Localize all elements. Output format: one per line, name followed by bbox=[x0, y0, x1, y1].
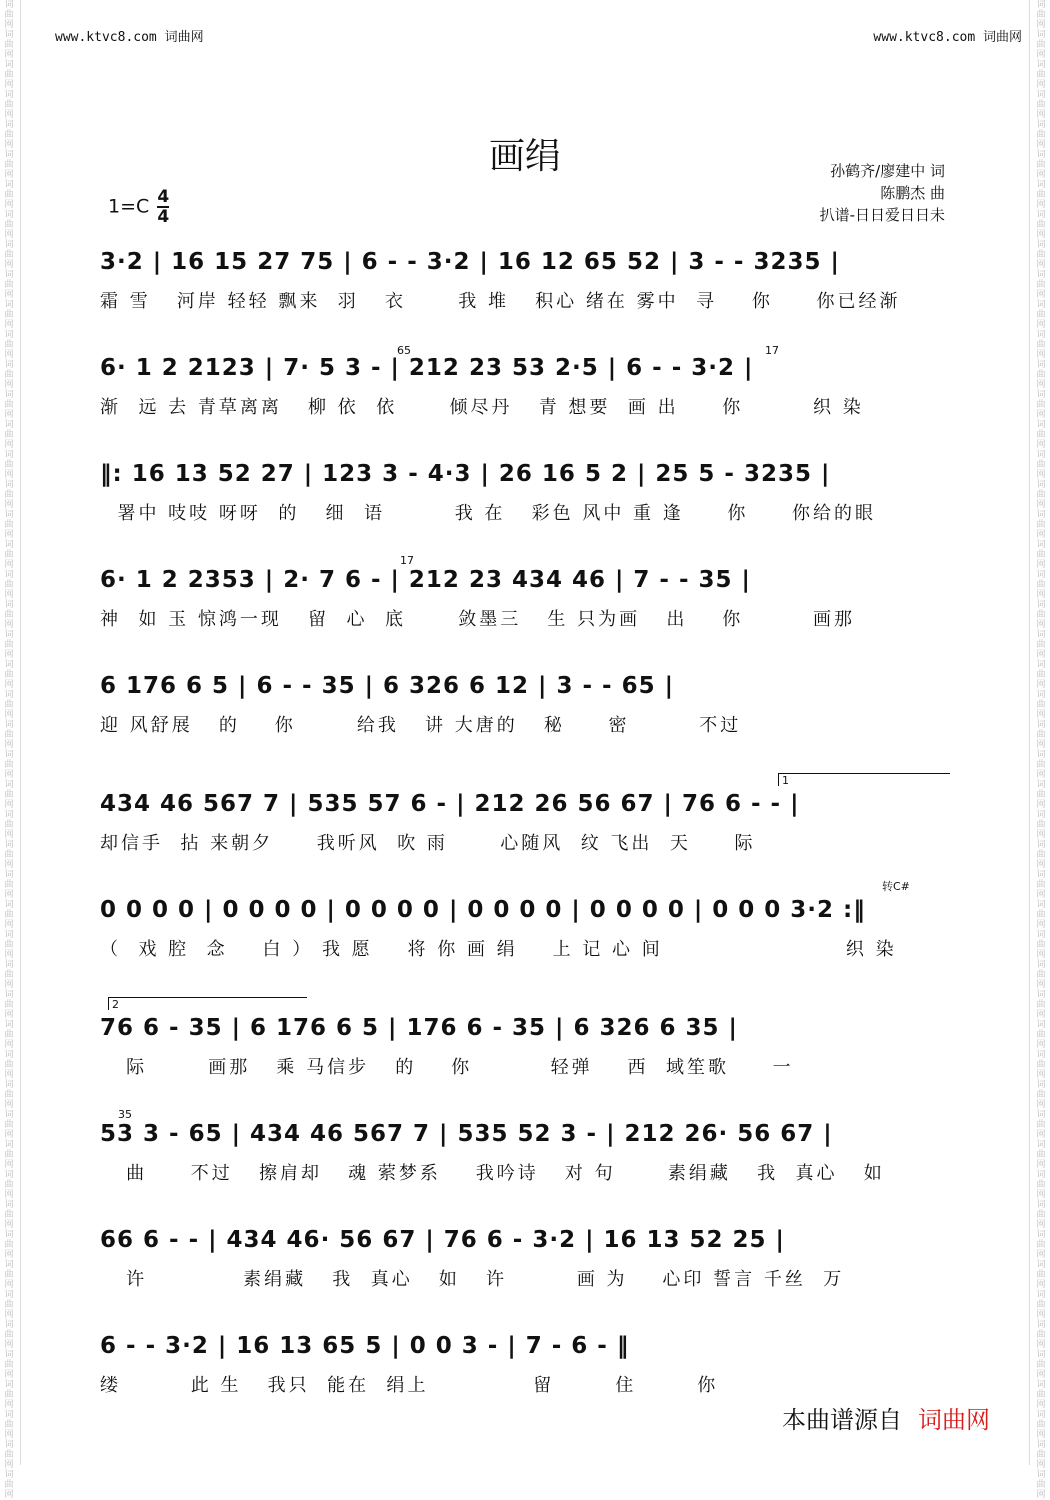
lyrics-line: 神 如 玉 惊鸿一现 留 心 底 敛墨三 生 只为画 出 你 画那 bbox=[100, 609, 855, 630]
time-denominator: 4 bbox=[157, 207, 170, 227]
volta-1-label: 1 bbox=[782, 774, 789, 787]
notes-line: 0 0 0 0 | 0 0 0 0 | 0 0 0 0 | 0 0 0 0 | 0 0 0 0 | 0 0 0 3·2 :‖ bbox=[100, 897, 866, 923]
notes-line: 76 6 - 35 | 6 176 6 5 | 176 6 - 35 | 6 326 6 35 | bbox=[100, 1015, 738, 1041]
lyrics-line: 缕 此 生 我只 能在 绢上 留 住 你 bbox=[100, 1375, 719, 1396]
song-title: 画绢 bbox=[488, 136, 561, 177]
footer-site[interactable]: 词曲网 bbox=[918, 1406, 990, 1434]
grace-note-1: 65 bbox=[397, 344, 411, 357]
notes-line: 6 - - 3·2 | 16 13 65 5 | 0 0 3 - | 7 - 6 - ‖ bbox=[100, 1333, 630, 1359]
lyrics-line: 署中 吱吱 呀呀 的 细 语 我 在 彩色 风中 重 逢 你 你给的眼 bbox=[100, 503, 876, 524]
notes-line: 53 3 - 65 | 434 46 567 7 | 535 52 3 - | 212 26· 56 67 | bbox=[100, 1121, 833, 1147]
lyrics-line: 霜 雪 河岸 轻轻 飘来 羽 衣 我 堆 积心 绪在 雾中 寻 你 你已经渐 bbox=[100, 291, 901, 312]
notes-line: 6· 1 2 2353 | 2· 7 6 - | 212 23 434 46 | 7 - - 35 | bbox=[100, 567, 751, 593]
notes-line: 66 6 - - | 434 46· 56 67 | 76 6 - 3·2 | 16 13 52 25 | bbox=[100, 1227, 785, 1253]
lyrics-line: 际 画那 乘 马信步 的 你 轻弹 西 域笙歌 一 bbox=[100, 1057, 794, 1078]
watermark-left: 词曲网词曲网词曲网词曲网词曲网词曲网词曲网词曲网词曲网词曲网词曲网词曲网词曲网词曲网词曲网词曲网词曲网词曲网词曲网词曲网词曲网词曲网词曲网词曲网词曲网词曲网词曲网词曲网词曲网词曲网词曲网词曲网词曲网词曲网词曲网词曲网词曲网词曲网词曲网词曲网词曲网词曲网词曲网词曲网词曲网词曲网词曲网词曲网词曲网词曲网 bbox=[4, 0, 14, 1500]
composer-credit: 陈鹏杰 曲 bbox=[880, 184, 945, 202]
lyrics-line: 渐 远 去 青草离离 柳 依 依 倾尽丹 青 想要 画 出 你 织 染 bbox=[100, 397, 864, 418]
margin-line-left bbox=[20, 0, 21, 1465]
volta-1 bbox=[778, 773, 950, 786]
lyrics-line: 迎 风舒展 的 你 给我 讲 大唐的 秘 密 不过 bbox=[100, 715, 742, 736]
lyrics-line: 许 素绢藏 我 真心 如 许 画 为 心印 誓言 千丝 万 bbox=[100, 1269, 845, 1290]
header-left-url[interactable]: www.ktvc8.com 词曲网 bbox=[55, 30, 204, 45]
time-numerator: 4 bbox=[157, 187, 170, 207]
lyrics-line: （ 戏 腔 念 白 ） 我 愿 将 你 画 绢 上 记 心 间 织 染 bbox=[100, 939, 897, 960]
grace-note-2: 17 bbox=[765, 344, 779, 357]
footer bbox=[782, 1400, 990, 1435]
lyrics-line: 却信手 拈 来朝夕 我听风 吹 雨 心随风 纹 飞出 天 际 bbox=[100, 833, 756, 854]
lyrics-line: 曲 不过 擦肩却 魂 萦梦系 我吟诗 对 句 素绢藏 我 真心 如 bbox=[100, 1163, 885, 1184]
modulation-mark: 转C# bbox=[882, 880, 910, 893]
notes-line: 3·2 | 16 15 27 75 | 6 - - 3·2 | 16 12 65 52 | 3 - - 3235 | bbox=[100, 249, 840, 275]
key-signature bbox=[108, 188, 169, 226]
watermark-right: 词曲网词曲网词曲网词曲网词曲网词曲网词曲网词曲网词曲网词曲网词曲网词曲网词曲网词曲网词曲网词曲网词曲网词曲网词曲网词曲网词曲网词曲网词曲网词曲网词曲网词曲网词曲网词曲网词曲网词曲网词曲网词曲网词曲网词曲网词曲网词曲网词曲网词曲网词曲网词曲网词曲网词曲网词曲网词曲网词曲网词曲网词曲网词曲网词曲网词曲网 bbox=[1036, 0, 1046, 1500]
notes-line: 434 46 567 7 | 535 57 6 - | 212 26 56 67 | 76 6 - - | bbox=[100, 791, 800, 817]
time-signature bbox=[157, 188, 169, 226]
volta-2 bbox=[108, 997, 307, 1010]
footer-source: 本曲谱源自 bbox=[782, 1406, 902, 1434]
credits bbox=[820, 160, 945, 226]
grace-note-3: 17 bbox=[400, 554, 414, 567]
header-right-url[interactable]: www.ktvc8.com 词曲网 bbox=[873, 30, 1022, 45]
lyricist-credit: 孙鹤齐/廖建中 词 bbox=[830, 162, 945, 180]
key-label: 1=C bbox=[108, 195, 150, 218]
grace-note-4: 35 bbox=[118, 1108, 132, 1121]
margin-line-right bbox=[1029, 0, 1030, 1465]
volta-2-label: 2 bbox=[112, 998, 119, 1011]
notes-line: 6· 1 2 2123 | 7· 5 3 - | 212 23 53 2·5 | 6 - - 3·2 | bbox=[100, 355, 754, 381]
transcriber-credit: 扒谱-日日爱日日未 bbox=[819, 206, 945, 224]
notes-line: 6 176 6 5 | 6 - - 35 | 6 326 6 12 | 3 - - 65 | bbox=[100, 673, 674, 699]
notes-line: ‖: 16 13 52 27 | 123 3 - 4·3 | 26 16 5 2 | 25 5 - 3235 | bbox=[100, 461, 831, 487]
